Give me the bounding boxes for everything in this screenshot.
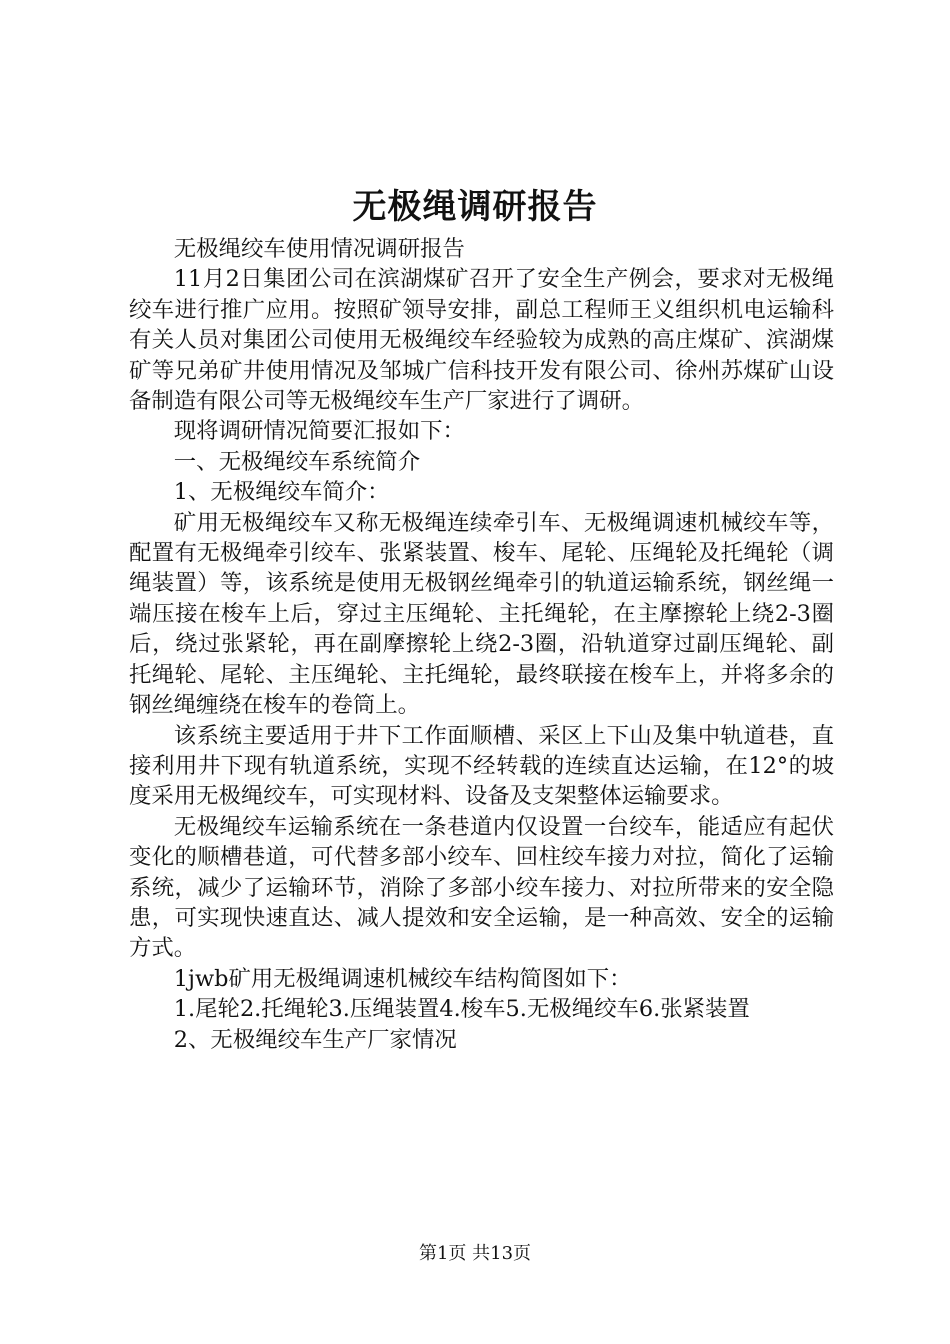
page-title: 无极绳调研报告	[352, 187, 598, 227]
paragraph: 现将调研情况简要汇报如下：	[173, 418, 465, 445]
paragraph: 无极绳绞车运输系统在一条巷道内仅设置一台绞车，能适应有起伏变化的顺槽巷道，可代替多部小绞车、回柱绞车接力对拉，简化了运输系统，减少了运输环节，消除了多部小绞车接力、对拉所带来的安全隐患，可实现快速直达、减人提效和安全运输，是一种高效、安全的运输方式。	[129, 813, 834, 962]
document-body	[129, 234, 834, 1055]
figure-legend: 1.尾轮2.托绳轮3.压绳装置4.梭车5.无极绳绞车6.张紧装置	[173, 996, 750, 1023]
paragraph: 1jwb矿用无极绳调速机械绞车结构简图如下：	[173, 965, 632, 992]
subsection-heading: 2、无极绳绞车生产厂家情况	[173, 1026, 457, 1053]
paragraph: 11月2日集团公司在滨湖煤矿召开了安全生产例会，要求对无极绳绞车进行推广应用。按照矿领导安排，副总工程师王义组织机电运输科有关人员对集团公司使用无极绳绞车经验较为成熟的高庄煤矿、滨湖煤矿等兄弟矿井使用情况及邹城广信科技开发有限公司、徐州苏煤矿山设备制造有限公司等无极绳绞车生产厂家进行了调研。	[129, 266, 834, 415]
paragraph: 矿用无极绳绞车又称无极绳连续牵引车、无极绳调速机械绞车等，配置有无极绳牵引绞车、张紧装置、梭车、尾轮、压绳轮及托绳轮（调绳装置）等，该系统是使用无极钢丝绳牵引的轨道运输系统，钢丝绳一端压接在梭车上后，穿过主压绳轮、主托绳轮，在主摩擦轮上绕2-3圈后，绕过张紧轮，再在副摩擦轮上绕2-3圈，沿轨道穿过副压绳轮、副托绳轮、尾轮、主压绳轮、主托绳轮，最终联接在梭车上，并将多余的钢丝绳缠绕在梭车的卷筒上。	[129, 509, 834, 719]
subsection-heading: 1、无极绳绞车简介：	[173, 479, 390, 506]
paragraph: 该系统主要适用于井下工作面顺槽、采区上下山及集中轨道巷，直接利用井下现有轨道系统，实现不经转载的连续直达运输，在12°的坡度采用无极绳绞车，可实现材料、设备及支架整体运输要求。	[129, 722, 834, 810]
page-footer: 第1页 共13页	[418, 1243, 532, 1264]
section-heading: 一、无极绳绞车系统简介	[173, 448, 421, 475]
paragraph: 无极绳绞车使用情况调研报告	[173, 236, 465, 262]
